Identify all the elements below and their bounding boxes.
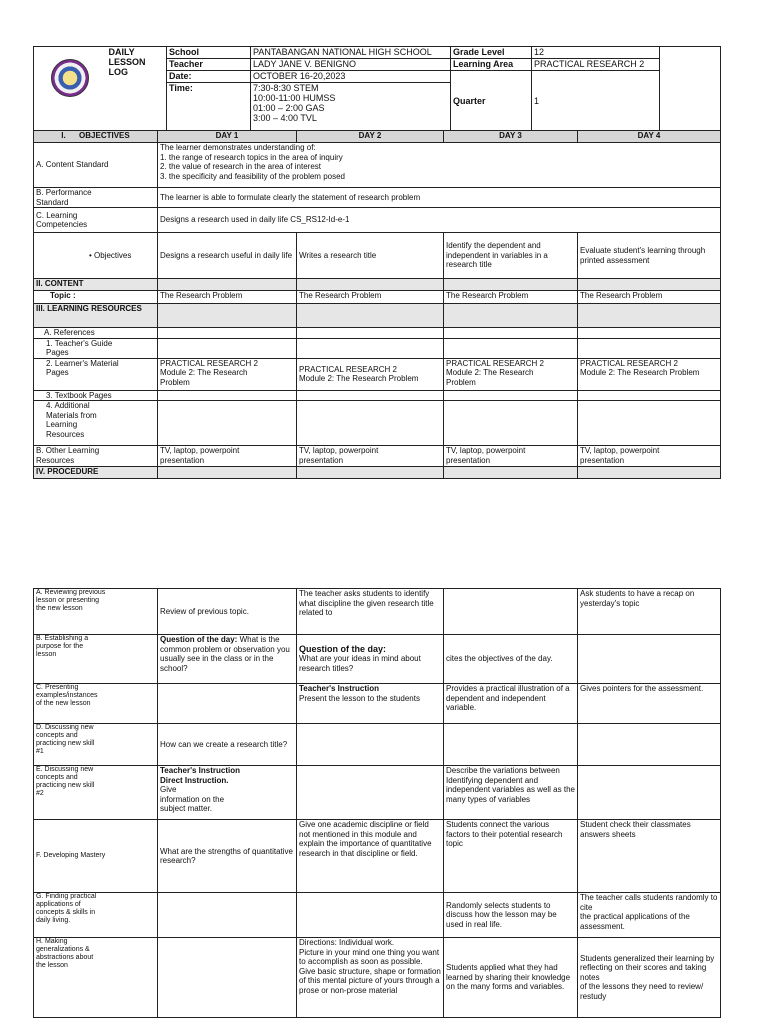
procedure-h-day-3: Students applied what they had learned by sharing their knowledge on the many forms and variables.	[444, 938, 578, 1018]
additional-materials-label: 4. Additional Materials from Learning Resources	[34, 401, 158, 446]
learners-material-day-1: PRACTICAL RESEARCH 2 Module 2: The Research Problem	[158, 358, 297, 390]
content-blank-1	[158, 279, 297, 291]
performance-standard-text: The learner is able to formulate clearly the statement of research problem	[158, 188, 721, 208]
other-learning-resources-label: B. Other Learning Resources	[34, 446, 158, 467]
teachers-guide-blank-4	[578, 338, 721, 358]
textbook-blank-4	[578, 390, 721, 401]
references-blank-4	[578, 328, 721, 339]
procedure-c-day-1	[158, 684, 297, 724]
procedure-b-label: B. Establishing a purpose for the lesson	[34, 635, 158, 684]
procedure-a-label: A. Reviewing previous lesson or presenting the new lesson	[34, 589, 158, 635]
performance-standard-label: B. Performance Standard	[34, 188, 158, 208]
other-resources-day-2: TV, laptop, powerpoint presentation	[297, 446, 444, 467]
objectives-heading	[34, 131, 158, 143]
procedure-c-day-4: Gives pointers for the assessment.	[578, 684, 721, 724]
references-blank-2	[297, 328, 444, 339]
school-value: PANTABANGAN NATIONAL HIGH SCHOOL	[251, 47, 451, 59]
procedure-blank-2	[297, 467, 444, 479]
question-of-the-day-text: What is the common problem or observation you usually see in the class or in the school?	[160, 635, 290, 673]
question-of-the-day-text-2: What are your ideas in mind about research titles?	[299, 654, 421, 673]
procedure-f-day-3: Students connect the various factors to their potential research topic	[444, 820, 578, 893]
procedure-d-day-1: How can we create a research title?	[158, 724, 297, 766]
direct-instruction-text: Give information on the subject matter.	[160, 785, 225, 813]
procedure-e-day-4	[578, 766, 721, 820]
procedure-e-day-1	[158, 766, 297, 820]
procedure-g-day-2	[297, 893, 444, 938]
objective-day-1: Designs a research useful in daily life	[158, 233, 297, 279]
title-line-3: LOG	[108, 67, 128, 77]
topic-day-1: The Research Problem	[158, 291, 297, 304]
quarter-value: 1	[532, 71, 660, 131]
teachers-guide-blank-2	[297, 338, 444, 358]
quarter-label: Quarter	[451, 71, 532, 131]
procedure-e-day-3: Describe the variations between Identifying dependent and independent variables as well as the many types of variables	[444, 766, 578, 820]
additional-blank-3	[444, 401, 578, 446]
teachers-guide-label: 1. Teacher's Guide Pages	[34, 338, 158, 358]
other-resources-day-1: TV, laptop, powerpoint presentation	[158, 446, 297, 467]
question-of-the-day-label: Question of the day:	[160, 635, 238, 644]
learning-competencies-label: C. Learning Competencies	[34, 208, 158, 233]
date-value: OCTOBER 16-20,2023	[251, 71, 451, 83]
teachers-guide-blank-3	[444, 338, 578, 358]
procedure-d-day-4	[578, 724, 721, 766]
procedure-a-day-4: Ask students to have a recap on yesterday's topic	[578, 589, 721, 635]
date-label: Date:	[167, 71, 251, 83]
teacher-label: Teacher	[167, 59, 251, 71]
procedure-d-label: D. Discussing new concepts and practicing new skill #1	[34, 724, 158, 766]
teachers-guide-blank-1	[158, 338, 297, 358]
objective-day-4: Evaluate student's learning through printed assessment	[578, 233, 721, 279]
learning-resources-heading: III. LEARNING RESOURCES	[34, 304, 158, 328]
lesson-log-page-2	[33, 588, 720, 1018]
learning-competencies-text: Designs a research used in daily life CS_RS12-Id-e-1	[158, 208, 721, 233]
topic-day-3: The Research Problem	[444, 291, 578, 304]
procedure-h-label: H. Making generalizations & abstractions about the lesson	[34, 938, 158, 1018]
procedure-g-day-4: The teacher calls students randomly to cite the practical applications of the assessment.	[578, 893, 721, 938]
procedure-b-day-1	[158, 635, 297, 684]
content-standard-text: The learner demonstrates understanding of: 1. the range of research topics in the area of inquiry 2. the value of research in the area of interest 3. the specificity and feasibility of the problem posed	[158, 143, 721, 188]
topic-label: Topic :	[34, 291, 158, 304]
title-line-2: LESSON	[108, 57, 146, 67]
textbook-blank-1	[158, 390, 297, 401]
other-resources-day-4: TV, laptop, powerpoint presentation	[578, 446, 721, 467]
procedure-blank-4	[578, 467, 721, 479]
grade-level-value: 12	[532, 47, 660, 59]
procedure-g-day-3: Randomly selects students to discuss how the lesson may be used in real life.	[444, 893, 578, 938]
procedure-e-day-2	[297, 766, 444, 820]
grade-level-label: Grade Level	[451, 47, 532, 59]
teachers-instruction-label: Teacher's Instruction	[299, 684, 379, 693]
topic-day-4: The Research Problem	[578, 291, 721, 304]
procedure-heading: IV. PROCEDURE	[34, 467, 158, 479]
textbook-blank-3	[444, 390, 578, 401]
content-blank-2	[297, 279, 444, 291]
procedure-a-day-1: Review of previous topic.	[158, 589, 297, 635]
teachers-instruction-text: Present the lesson to the students	[299, 693, 420, 703]
procedure-table	[33, 588, 721, 1018]
procedure-a-day-3	[444, 589, 578, 635]
references-label: A. References	[34, 328, 158, 339]
objective-day-3: Identify the dependent and independent in variables in a research title	[444, 233, 578, 279]
content-standard-label: A. Content Standard	[34, 143, 158, 188]
procedure-e-label: E. Discussing new concepts and practicing new skill #2	[34, 766, 158, 820]
content-blank-3	[444, 279, 578, 291]
time-value: 7:30-8:30 STEM 10:00-11:00 HUMSS 01:00 – 2:00 GAS 3:00 – 4:00 TVL	[251, 83, 451, 131]
learners-material-day-3: PRACTICAL RESEARCH 2 Module 2: The Research Problem	[444, 358, 578, 390]
procedure-blank-3	[444, 467, 578, 479]
objectives-table	[33, 130, 721, 479]
day-3-header: DAY 3	[444, 131, 578, 143]
objectives-heading-text: OBJECTIVES	[79, 131, 130, 140]
resources-blank-2	[297, 304, 444, 328]
resources-blank-4	[578, 304, 721, 328]
procedure-b-day-3: cites the objectives of the day.	[444, 635, 578, 684]
procedure-h-day-1	[158, 938, 297, 1018]
procedure-h-day-4: Students generalized their learning by reflecting on their scores and taking notes of the lessons they need to review/ restudy	[578, 938, 721, 1018]
procedure-d-day-3	[444, 724, 578, 766]
title-line-1: DAILY	[108, 47, 135, 57]
learning-area-value: PRACTICAL RESEARCH 2	[532, 59, 660, 71]
objectives-heading-number: I.	[61, 131, 66, 140]
procedure-d-day-2	[297, 724, 444, 766]
additional-blank-2	[297, 401, 444, 446]
learners-material-label: 2. Learner's Material Pages	[34, 358, 158, 390]
learners-material-day-2: PRACTICAL RESEARCH 2 Module 2: The Research Problem	[297, 358, 444, 390]
additional-blank-1	[158, 401, 297, 446]
procedure-a-day-2: The teacher asks students to identify what discipline the given research title related to	[297, 589, 444, 635]
procedure-g-label: G. Finding practical applications of concepts & skills in daily living.	[34, 893, 158, 938]
content-heading: II. CONTENT	[34, 279, 158, 291]
procedure-h-day-2: Directions: Individual work. Picture in your mind one thing you want to accomplish as soon as possible. Give basic structure, shape or formation of this mental picture of yours through a prose or non-prose material	[297, 938, 444, 1018]
other-resources-day-3: TV, laptop, powerpoint presentation	[444, 446, 578, 467]
deped-seal-cell	[34, 47, 107, 131]
resources-blank-3	[444, 304, 578, 328]
day-2-header: DAY 2	[297, 131, 444, 143]
learning-area-label: Learning Area	[451, 59, 532, 71]
teacher-value: LADY JANE V. BENIGNO	[251, 59, 451, 71]
procedure-blank-1	[158, 467, 297, 479]
objectives-label: • Objectives	[34, 233, 158, 279]
day-1-header: DAY 1	[158, 131, 297, 143]
resources-blank-1	[158, 304, 297, 328]
topic-day-2: The Research Problem	[297, 291, 444, 304]
lesson-log-page-1	[33, 46, 720, 479]
textbook-blank-2	[297, 390, 444, 401]
procedure-c-day-2	[297, 684, 444, 724]
procedure-f-day-2: Give one academic discipline or field not mentioned in this module and explain the importance of quantitative research in that discipline or field.	[297, 820, 444, 893]
procedure-g-day-1	[158, 893, 297, 938]
references-blank-3	[444, 328, 578, 339]
deped-seal-logo	[51, 59, 89, 97]
day-4-header: DAY 4	[578, 131, 721, 143]
procedure-b-day-4	[578, 635, 721, 684]
header-table	[33, 46, 721, 131]
procedure-f-label: F. Developing Mastery	[34, 820, 158, 893]
learners-material-day-4: PRACTICAL RESEARCH 2 Module 2: The Research Problem	[578, 358, 721, 390]
procedure-f-day-1: What are the strengths of quantitative research?	[158, 820, 297, 893]
references-blank-1	[158, 328, 297, 339]
question-of-the-day-label-2: Question of the day:	[299, 643, 387, 654]
direct-instruction-label: Teacher's Instruction Direct Instruction.	[160, 766, 240, 785]
header-blank-cell	[660, 47, 721, 131]
additional-blank-4	[578, 401, 721, 446]
time-label: Time:	[167, 83, 251, 131]
procedure-c-day-3: Provides a practical illustration of a dependent and independent variable.	[444, 684, 578, 724]
procedure-b-day-2	[297, 635, 444, 684]
daily-lesson-log-title	[107, 47, 167, 131]
procedure-c-label: C. Presenting examples/instances of the new lesson	[34, 684, 158, 724]
school-label: School	[167, 47, 251, 59]
procedure-f-day-4: Student check their classmates answers sheets	[578, 820, 721, 893]
content-blank-4	[578, 279, 721, 291]
textbook-pages-label: 3. Textbook Pages	[34, 390, 158, 401]
objective-day-2: Writes a research title	[297, 233, 444, 279]
